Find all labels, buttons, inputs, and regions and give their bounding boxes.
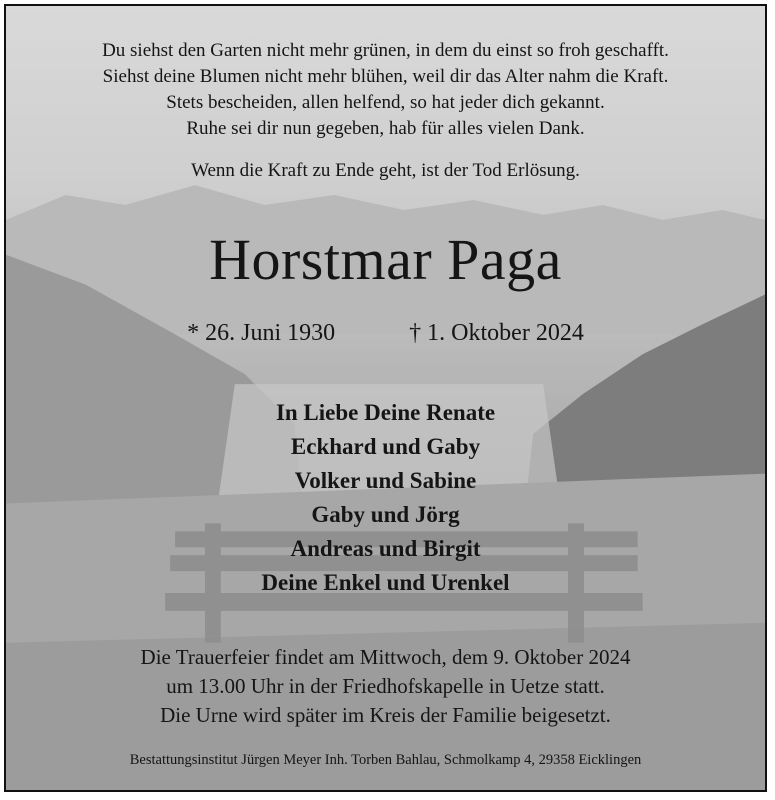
death-date: † 1. Oktober 2024 (409, 320, 584, 346)
mourner-line: Volker und Sabine (294, 468, 477, 493)
undertaker-footer: Bestattungsinstitut Jürgen Meyer Inh. Torben Bahlau, Schmolkamp 4, 29358 Eicklingen (129, 752, 642, 768)
mourner-line: Eckhard und Gaby (290, 434, 481, 459)
life-dates (6, 318, 765, 348)
quote: Wenn die Kraft zu Ende geht, ist der Tod Erlösung. (191, 160, 580, 181)
funeral-info-line-3: Die Urne wird später im Kreis der Familie beigesetzt. (160, 703, 611, 727)
funeral-info-line-1: Die Trauerfeier findet am Mittwoch, dem 9. Oktober 2024 (140, 645, 631, 669)
poem-line-3: Stets bescheiden, allen helfend, so hat jeder dich gekannt. (166, 92, 605, 113)
poem-line-4: Ruhe sei dir nun gegeben, hab für alles vielen Dank. (186, 118, 585, 139)
birth-date: * 26. Juni 1930 (187, 320, 336, 346)
poem-line-2: Siehst deine Blumen nicht mehr blühen, weil dir das Alter nahm die Kraft. (102, 66, 669, 87)
mourner-line: In Liebe Deine Renate (275, 400, 496, 425)
obituary-notice (4, 4, 767, 792)
funeral-info-line-2: um 13.00 Uhr in der Friedhofskapelle in Uetze statt. (166, 674, 605, 698)
poem-line-1: Du siehst den Garten nicht mehr grünen, in dem du einst so froh geschafft. (102, 40, 669, 61)
deceased-name: Horstmar Paga (209, 227, 562, 292)
mourner-line: Gaby und Jörg (311, 502, 460, 527)
mourner-line: Deine Enkel und Urenkel (261, 570, 510, 595)
mourner-line: Andreas und Birgit (290, 536, 481, 561)
